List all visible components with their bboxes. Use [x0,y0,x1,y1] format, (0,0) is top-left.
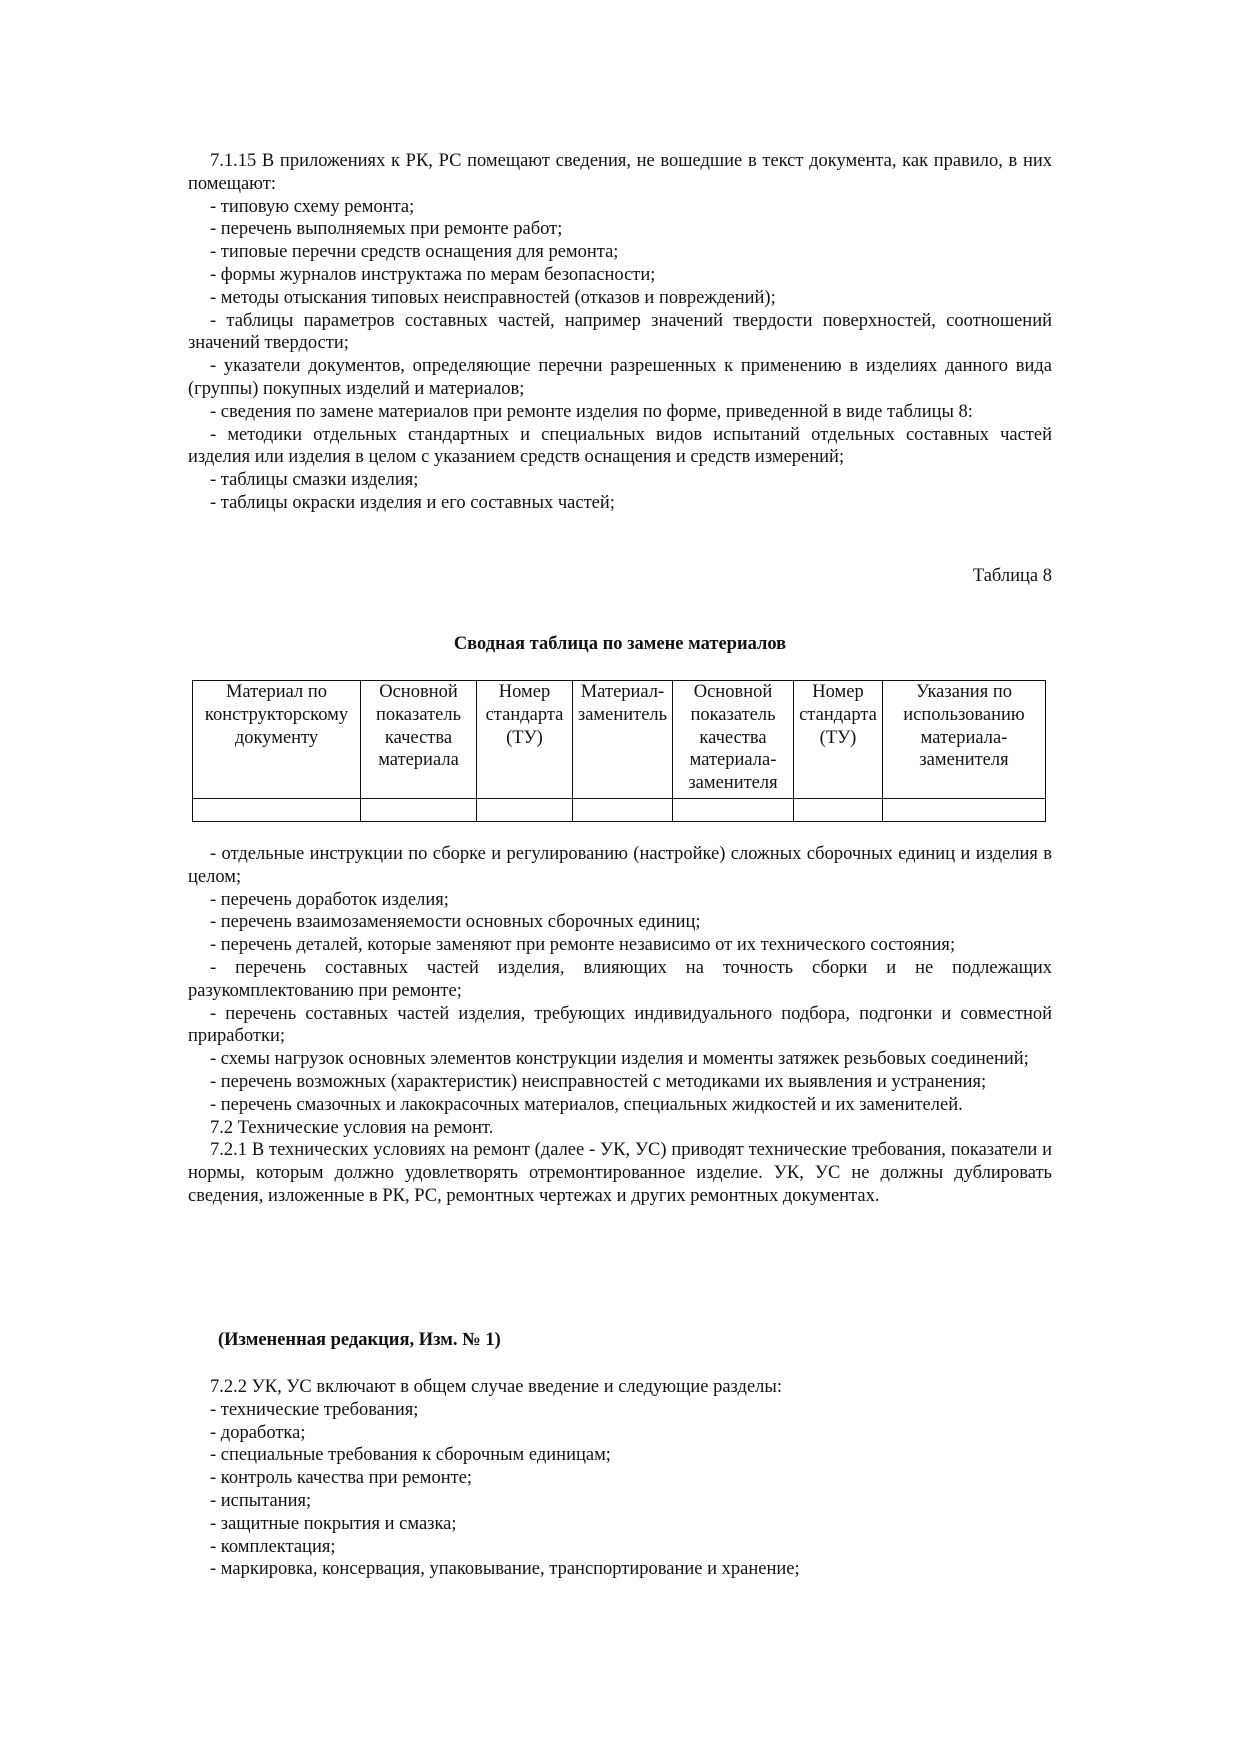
paragraph: - перечень взаимозаменяемости основных сборочных единиц; [210,912,701,933]
paragraph: - схемы нагрузок основных элементов конструкции изделия и моменты затяжек резьбовых соединений; [210,1049,1029,1070]
paragraph: - таблицы смазки изделия; [210,470,419,491]
paragraph: - перечень смазочных и лакокрасочных материалов, специальных жидкостей и их заменителей. [210,1094,963,1115]
table-cell [477,799,573,822]
paragraph: - типовые перечни средств оснащения для ремонта; [210,242,619,263]
paragraph: - специальные требования к сборочным единицам; [210,1445,611,1466]
paragraph: - защитные покрытия и смазка; [210,1513,457,1534]
table-title: Сводная таблица по замене материалов [453,634,787,654]
header-cell: Указания по использованию материала-заменителя [883,681,1046,799]
header-cell: Основной показатель качества материала-заменителя [673,681,794,799]
amendment-note: (Измененная редакция, Изм. № 1) [218,1330,501,1350]
paragraph: - отдельные инструкции по сборке и регулированию (настройке) сложных сборочных единиц и изделия в целом; [188,844,1052,887]
table-row [193,799,1046,822]
table-cell [673,799,794,822]
paragraph: - указатели документов, определяющие перечни разрешенных к применению в изделиях данного вида (группы) покупных изделий и материалов; [188,356,1052,399]
header-cell: Материал по конструкторскому документу [193,681,361,799]
table-cell [361,799,477,822]
materials-table [192,680,1046,822]
header-cell: Номер стандарта (ТУ) [794,681,883,799]
paragraph: - испытания; [210,1490,312,1511]
paragraph: - технические требования; [210,1399,419,1420]
table-cell [883,799,1046,822]
table-label: Таблица 8 [972,566,1052,586]
paragraph: - методы отыскания типовых неисправностей (отказов и повреждений); [210,287,776,308]
paragraph: 7.2.2 УК, УС включают в общем случае введение и следующие разделы: [210,1377,782,1397]
table-cell [193,799,361,822]
paragraph: - методики отдельных стандартных и специальных видов испытаний отдельных составных частей изделия или изделия в целом с указанием средств оснащения и средств измерений; [188,424,1052,468]
table-cell [573,799,673,822]
paragraph: - доработка; [210,1422,306,1443]
section-7-1-15 [188,150,1052,515]
paragraph: - маркировка, консервация, упаковывание, транспортирование и хранение; [210,1559,800,1580]
paragraph: - контроль качества при ремонте; [210,1468,473,1489]
paragraph: - типовую схему ремонта; [210,196,415,217]
table-header-row [193,681,1046,799]
paragraph: - комплектация; [210,1536,336,1557]
paragraph: - таблицы параметров составных частей, например значений твердости поверхностей, соотношений значений твердости; [188,310,1052,354]
paragraph: 7.2 Технические условия на ремонт. [210,1117,494,1138]
paragraph: - перечень деталей, которые заменяют при ремонте независимо от их технического состояния; [210,935,956,956]
section-continued [188,843,1052,1208]
paragraph: - перечень возможных (характеристик) неисправностей с методиками их выявления и устранения; [210,1071,987,1092]
section-7-2-2 [188,1376,1052,1581]
header-cell: Материал-заменитель [573,681,673,799]
paragraph: - перечень составных частей изделия, влияющих на точность сборки и не подлежащих разукомплектованию при ремонте; [188,957,1052,1001]
table-cell [794,799,883,822]
paragraph: 7.2.1 В технических условиях на ремонт (далее - УК, УС) приводят технические требования, показатели и нормы, которым должно удовлетворять отремонтированное изделие. УК, УС не должны дублировать сведения, изложенные в РК, РС, ремонтных чертежах и других ремонтных документах. [188,1140,1052,1206]
paragraph: 7.1.15 В приложениях к РК, РС помещают сведения, не вошедшие в текст документа, как правило, в них помещают: [188,151,1052,194]
header-cell: Номер стандарта (ТУ) [477,681,573,799]
paragraph: - формы журналов инструктажа по мерам безопасности; [210,264,656,285]
paragraph: - перечень выполняемых при ремонте работ; [210,219,563,240]
header-cell: Основной показатель качества материала [361,681,477,799]
paragraph: - перечень доработок изделия; [210,889,449,910]
paragraph: - таблицы окраски изделия и его составных частей; [210,492,615,513]
paragraph: - перечень составных частей изделия, требующих индивидуального подбора, подгонки и совместной приработки; [188,1003,1052,1047]
paragraph: - сведения по замене материалов при ремонте изделия по форме, приведенной в виде таблицы 8: [210,401,973,422]
